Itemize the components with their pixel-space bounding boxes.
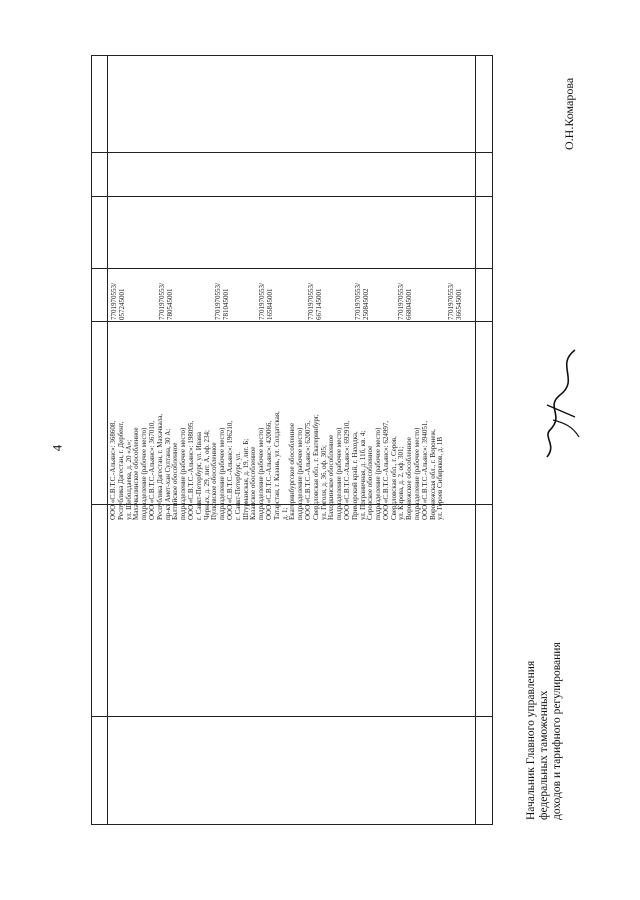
address-line: Татарстан, г. Казань, ул. Солдатская,: [272, 411, 281, 520]
inn-line: 7701970553/: [354, 283, 362, 320]
address-line: Пулковское обособленное: [210, 442, 219, 520]
kpp-line: 780545001: [166, 288, 174, 320]
address-line: ООО «С.В.Т.С.-Альянс»: 196210,: [225, 420, 234, 520]
table-column-line: [475, 56, 476, 824]
address-line: Казанское обособленное: [249, 446, 258, 520]
address-line: Екатеринбургское обособленное: [288, 423, 297, 520]
address-line: г. Санкт-Петербург, ул.: [233, 452, 242, 520]
inn-line: 7701970553/: [307, 283, 315, 320]
inn-kpp-entry: [158, 283, 174, 320]
kpp-line: 057245001: [118, 288, 126, 320]
address-line: ул. Шеболдаева, д. 20 «А»;: [124, 439, 133, 520]
kpp-line: 250845002: [362, 288, 370, 320]
inn-line: 7701970553/: [158, 283, 166, 320]
address-line: ООО «С.В.Т.С.-Альянс»: 420066,: [264, 420, 273, 520]
address-line: ул. Гоголя, д. 36, оф. 305;: [319, 445, 328, 520]
inn-kpp-entry: [447, 283, 463, 320]
table-column-line: [107, 56, 108, 824]
inn-kpp-entry: [258, 283, 274, 320]
address-line: ООО «С.В.Т.С.-Альянс»: 198095,: [186, 420, 195, 520]
kpp-line: 781045001: [222, 288, 230, 320]
address-line: Серовское обособленное: [366, 445, 375, 520]
address-line: ул. Пограничная, д. 11б, кв. 4;: [358, 430, 367, 520]
table-divider: [92, 196, 492, 197]
address-line: Свердловская обл., г. Екатеринбург,: [311, 414, 320, 520]
page-number: 4: [49, 444, 65, 452]
address-line: д. 1;: [280, 507, 289, 520]
inn-line: 7701970553/: [447, 283, 455, 320]
signatory-title: [525, 642, 564, 820]
address-cell: [110, 411, 445, 520]
inn-line: 7701970553/: [258, 283, 266, 320]
address-line: подразделение (рабочее место): [374, 427, 383, 520]
address-line: Воронежская обл., г. Воронеж,: [428, 428, 437, 520]
address-line: Находкинское обособленное: [327, 434, 336, 520]
address-line: ООО «С.В.Т.С.-Альянс»: 620075,: [303, 420, 312, 520]
address-line: ул. Кирова, д. 2, оф. 301;: [397, 446, 406, 520]
address-line: подразделение (рабочее место): [413, 427, 422, 520]
inn-kpp-entry: [110, 283, 126, 320]
table-divider: [92, 321, 492, 322]
title-line: федеральных таможенных: [538, 690, 550, 820]
kpp-line: 667145001: [315, 288, 323, 320]
address-line: подразделение (рабочее место): [179, 427, 188, 520]
table-divider: [92, 152, 492, 153]
inn-kpp-entry: [354, 283, 370, 320]
address-line: подразделение (рабочее место): [218, 427, 227, 520]
address-line: г. Санкт-Петербург, ул. Ивана: [194, 432, 203, 520]
inn-line: 7701970553/: [110, 283, 118, 320]
address-line: ООО «С.В.Т.С.-Альянс»: 368608,: [109, 420, 117, 520]
inn-kpp-entry: [397, 283, 413, 320]
address-line: ООО «С.В.Т.С.-Альянс»: 692910,: [342, 420, 351, 520]
signature-image: [535, 345, 585, 465]
signatory-name: О.Н.Комарова: [562, 77, 576, 150]
address-line: Черных, д. 29, лит. А, оф. 234;: [202, 430, 211, 520]
table-divider: [92, 716, 492, 717]
address-line: ООО «С.В.Т.С.-Альянс»: 394051,: [420, 420, 429, 520]
address-line: Приморский край, г. Находка,: [350, 431, 359, 520]
address-line: подразделение (рабочее место): [257, 427, 266, 520]
inn-line: 7701970553/: [214, 283, 222, 320]
address-line: ООО «С.В.Т.С.-Альянс»: 367010,: [147, 420, 156, 520]
title-line: доходов и тарифного регулирования: [551, 642, 563, 820]
inn-kpp-entry: [214, 283, 230, 320]
address-line: Махачкалинское обособленное: [132, 427, 141, 520]
kpp-line: 668045001: [405, 288, 413, 320]
address-line: подразделение (рабочее место): [140, 427, 149, 520]
inn-line: 7701970553/: [397, 283, 405, 320]
address-line: Воронежское обособленное: [405, 437, 414, 520]
address-line: Республика Дагестан, г. Дербент,: [116, 421, 125, 520]
address-line: подразделение (рабочее место): [335, 427, 344, 520]
address-line: Штурманская, д. 19, лит. Б;: [241, 438, 250, 520]
address-line: пр-кт Амет-хан Султана, 30 А;: [163, 428, 172, 520]
address-line: ул. Героев Сибиряков, д. 1В: [436, 436, 445, 520]
address-line: Балтийское обособленное: [171, 442, 180, 520]
address-line: ООО «С.В.Т.С.-Альянс»: 624997,: [381, 420, 390, 520]
title-line: Начальник Главного управления: [525, 660, 537, 820]
inn-kpp-entry: [307, 283, 323, 320]
table-divider: [92, 268, 492, 269]
address-line: Республика Дагестан, г. Махачкала,: [155, 413, 164, 520]
kpp-line: 165845001: [266, 288, 274, 320]
address-line: подразделение (рабочее место): [296, 427, 305, 520]
kpp-line: 366545001: [455, 288, 463, 320]
address-line: Свердловская обл., г. Серов,: [389, 436, 398, 520]
